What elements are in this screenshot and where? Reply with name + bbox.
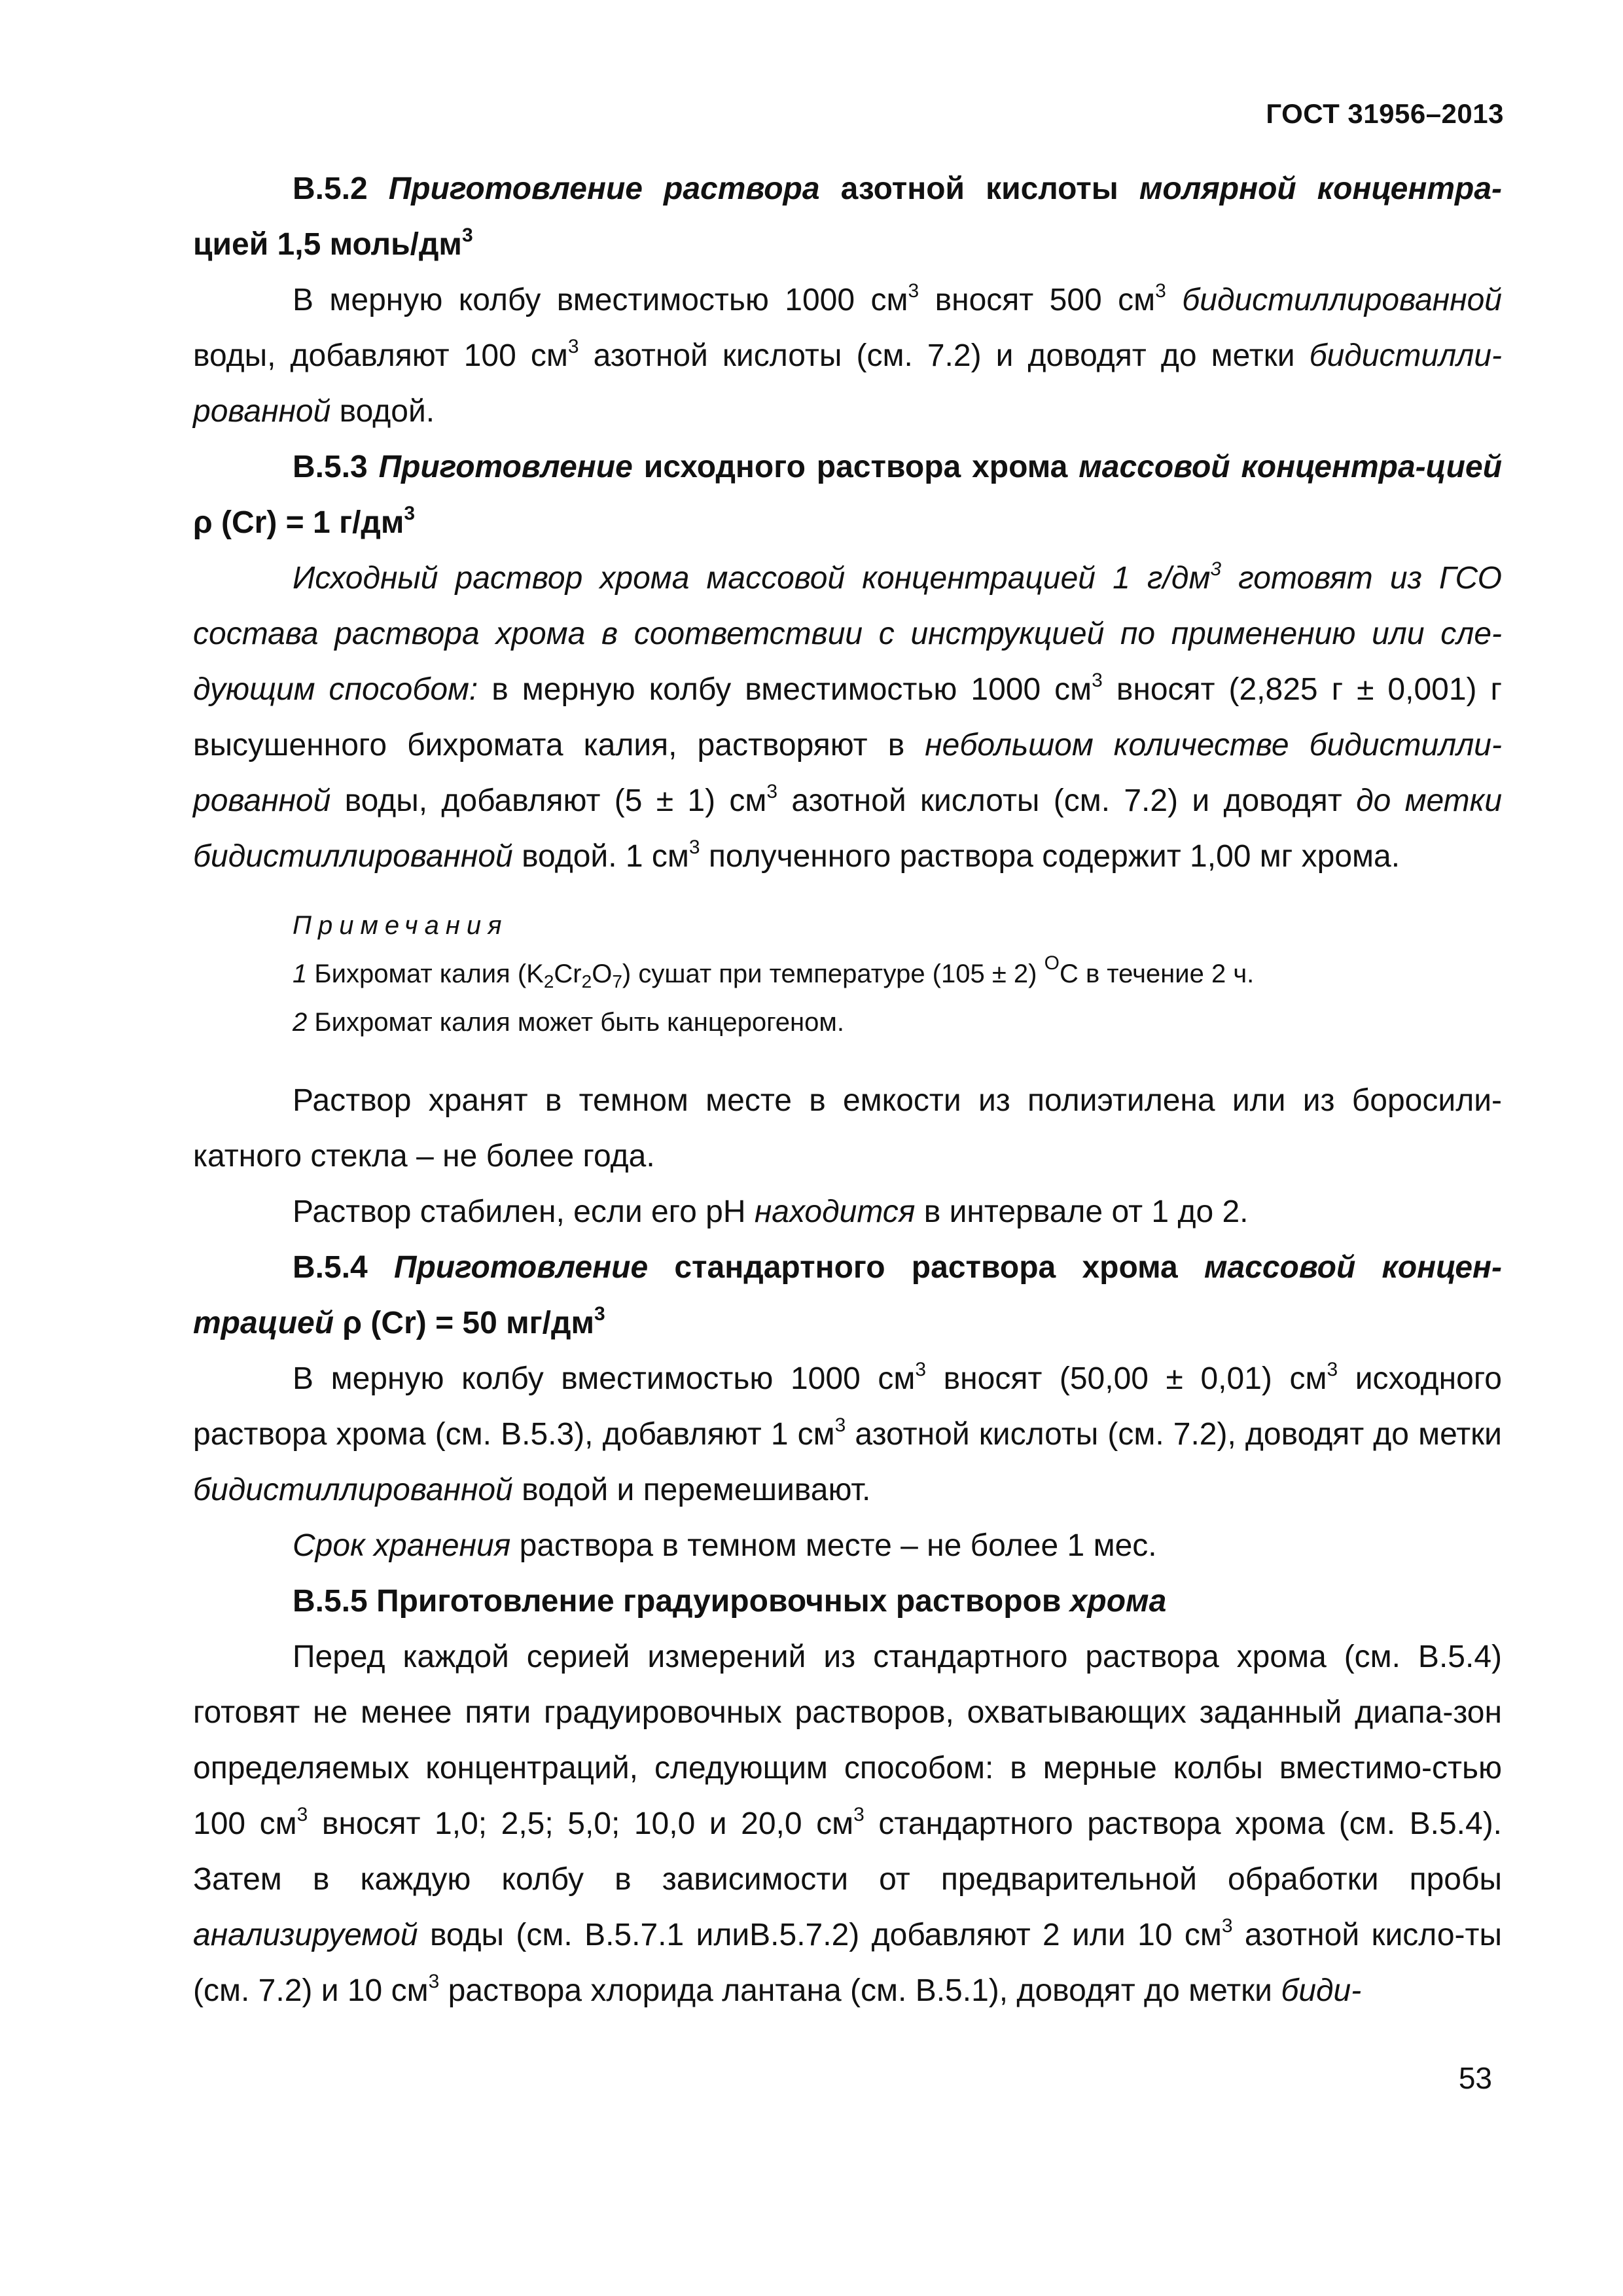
- text-run: O: [592, 960, 613, 988]
- note-number: 2: [293, 1008, 308, 1037]
- superscript: 3: [461, 224, 473, 246]
- heading-text: исходного раствора хрома: [632, 450, 1079, 484]
- heading-b53: [193, 439, 1502, 550]
- text-run: вносят (50,00 ± 0,01) см: [926, 1361, 1327, 1396]
- text-run: исходного раствора хрома (см. В.5.3), добавляют 1 см: [193, 1361, 1503, 1452]
- heading-text: Приготовление: [378, 450, 633, 484]
- superscript: 3: [915, 1359, 927, 1380]
- heading-number: В.5.5: [293, 1584, 377, 1619]
- heading-text: Приготовление раствора: [388, 171, 820, 206]
- superscript: 3: [688, 836, 700, 858]
- document-code-header: ГОСТ 31956–2013: [1266, 98, 1504, 129]
- text-run: в интервале от 1 до 2.: [915, 1194, 1249, 1229]
- heading-text: Приготовление: [393, 1250, 649, 1285]
- italic-run: до метки бидистиллированной: [193, 783, 1503, 874]
- text-run: [1166, 283, 1182, 317]
- superscript: 3: [1155, 280, 1166, 302]
- superscript: 3: [766, 781, 778, 802]
- text-run: С в течение 2 ч.: [1059, 960, 1255, 988]
- italic-run: бидистилли-рованной: [193, 338, 1502, 429]
- italic-run: Срок хранения: [293, 1528, 511, 1563]
- text-run: водой. 1 см: [512, 839, 689, 874]
- note-2: [293, 998, 1502, 1047]
- text-run: азотной кислоты (см. 7.2), доводят до метки: [846, 1417, 1502, 1452]
- text-run: вносят 500 см: [919, 283, 1156, 317]
- paragraph-shelf-life: [193, 1518, 1502, 1573]
- subscript: 2: [581, 971, 592, 992]
- heading-text: хрома: [1069, 1584, 1167, 1619]
- superscript: 3: [1327, 1359, 1338, 1380]
- superscript: 3: [853, 1804, 865, 1825]
- text-run: вносят (2,825 г ± 0,001) г высушенного бихромата калия, растворяют в: [193, 672, 1503, 762]
- superscript: 3: [1092, 670, 1103, 691]
- heading-text: ρ (Cr) = 50 мг/дм: [334, 1306, 594, 1340]
- superscript: 3: [1221, 1915, 1233, 1937]
- superscript: 3: [567, 336, 579, 357]
- italic-run: готовят из ГСО состава раствора хрома в соответствии с инструкцией по применению или сле-дующим способом:: [193, 561, 1502, 707]
- text-run: Cr: [554, 960, 582, 988]
- superscript: 3: [908, 280, 919, 302]
- text-run: раствора хлорида лантана (см. В.5.1), доводят до метки: [439, 1973, 1281, 2008]
- italic-run: биди-: [1281, 1973, 1362, 2008]
- text-run: азотной кислоты (см. 7.2) и доводят: [777, 783, 1357, 818]
- heading-number: В.5.3: [293, 450, 379, 484]
- italic-run: анализируемой: [193, 1918, 418, 1952]
- heading-text: молярной концентра-: [1139, 171, 1502, 206]
- heading-b55: [193, 1573, 1502, 1629]
- note-1: [293, 950, 1502, 998]
- notes-title: Примечания: [293, 911, 508, 940]
- heading-text: массовой концен-трацией: [193, 1250, 1502, 1340]
- paragraph-b54: [193, 1351, 1502, 1518]
- superscript: 3: [594, 1303, 605, 1325]
- superscript: O: [1044, 952, 1060, 974]
- italic-run: бидистиллированной: [1182, 283, 1502, 317]
- heading-b52: [193, 161, 1502, 272]
- text-run: азотной кислоты (см. 7.2) и доводят до метки: [579, 338, 1310, 373]
- heading-text: ρ (Cr) = 1 г/дм: [193, 505, 404, 540]
- italic-run: Исходный раствор хрома массовой концентрацией 1 г/дм: [293, 561, 1211, 596]
- superscript: 3: [1210, 558, 1222, 580]
- text-run: азотной кисло-ты (см. 7.2) и 10 см: [193, 1918, 1502, 2008]
- paragraph-storage: Раствор хранят в темном месте в емкости из полиэтилена или из боросили-катного стекла – не более года.: [193, 1083, 1502, 1174]
- heading-text: Приготовление градуировочных растворов: [376, 1584, 1070, 1619]
- text-run: полученного раствора содержит 1,00 мг хрома.: [700, 839, 1400, 874]
- subscript: 2: [543, 971, 554, 992]
- notes-block: [193, 901, 1502, 1047]
- text-run: стандартного раствора хрома (см. В.5.4). Затем в каждую колбу в зависимости от предварительной обработки пробы: [193, 1806, 1503, 1897]
- text-run: воды (см. В.5.7.1 илиВ.5.7.2) добавляют 2 или 10 см: [418, 1918, 1222, 1952]
- heading-b54: [193, 1240, 1502, 1351]
- text-run: Раствор стабилен, если его pH: [293, 1194, 755, 1229]
- text-run: Перед каждой серией измерений из стандартного раствора хрома (см. В.5.4) готовят не менее пяти градуировочных растворов, охватывающих заданный диапа-зон определяемых концентраций, следующим способом: в мерные колбы вместимо-стью 100 см: [193, 1640, 1502, 1841]
- heading-text: цией 1,5 моль/дм: [193, 227, 462, 262]
- superscript: 3: [404, 503, 416, 524]
- document-body: [193, 161, 1502, 2018]
- text-run: воды, добавляют 100 см: [193, 338, 568, 373]
- heading-text: азотной кислоты: [819, 171, 1139, 206]
- text-run: раствора в темном месте – не более 1 мес.: [510, 1528, 1157, 1563]
- paragraph-b55: [193, 1629, 1502, 2018]
- heading-text: массовой концентра-цией: [1079, 450, 1503, 484]
- heading-number: В.5.4: [293, 1250, 394, 1285]
- text-run: водой.: [330, 394, 435, 429]
- italic-run: небольшом количестве бидистилли-рованной: [193, 728, 1502, 818]
- heading-number: В.5.2: [293, 171, 389, 206]
- text-run: В мерную колбу вместимостью 1000 см: [293, 1361, 916, 1396]
- text-run: воды, добавляют (5 ± 1) см: [330, 783, 767, 818]
- text-run: Бихромат калия может быть канцерогеном.: [307, 1008, 844, 1037]
- text-run: водой и перемешивают.: [512, 1473, 871, 1507]
- superscript: 3: [428, 1971, 440, 1992]
- text-run: в мерную колбу вместимостью 1000 см: [478, 672, 1092, 707]
- paragraph-b52: [193, 272, 1502, 439]
- superscript: 3: [834, 1414, 846, 1436]
- subscript: 7: [612, 971, 622, 992]
- heading-text: стандартного раствора хрома: [648, 1250, 1204, 1285]
- text-run: ) сушат при температуре (105 ± 2): [622, 960, 1044, 988]
- paragraph-b53: [193, 550, 1502, 884]
- italic-run: бидистиллированной: [193, 1473, 513, 1507]
- superscript: 3: [296, 1804, 308, 1825]
- italic-run: находится: [754, 1194, 916, 1229]
- text-run: вносят 1,0; 2,5; 5,0; 10,0 и 20,0 см: [308, 1806, 854, 1841]
- text-run: Бихромат калия (K: [307, 960, 544, 988]
- text-run: В мерную колбу вместимостью 1000 см: [293, 283, 908, 317]
- page-number: 53: [1458, 2061, 1492, 2095]
- paragraph-stability: [193, 1184, 1502, 1240]
- note-number: 1: [293, 960, 308, 988]
